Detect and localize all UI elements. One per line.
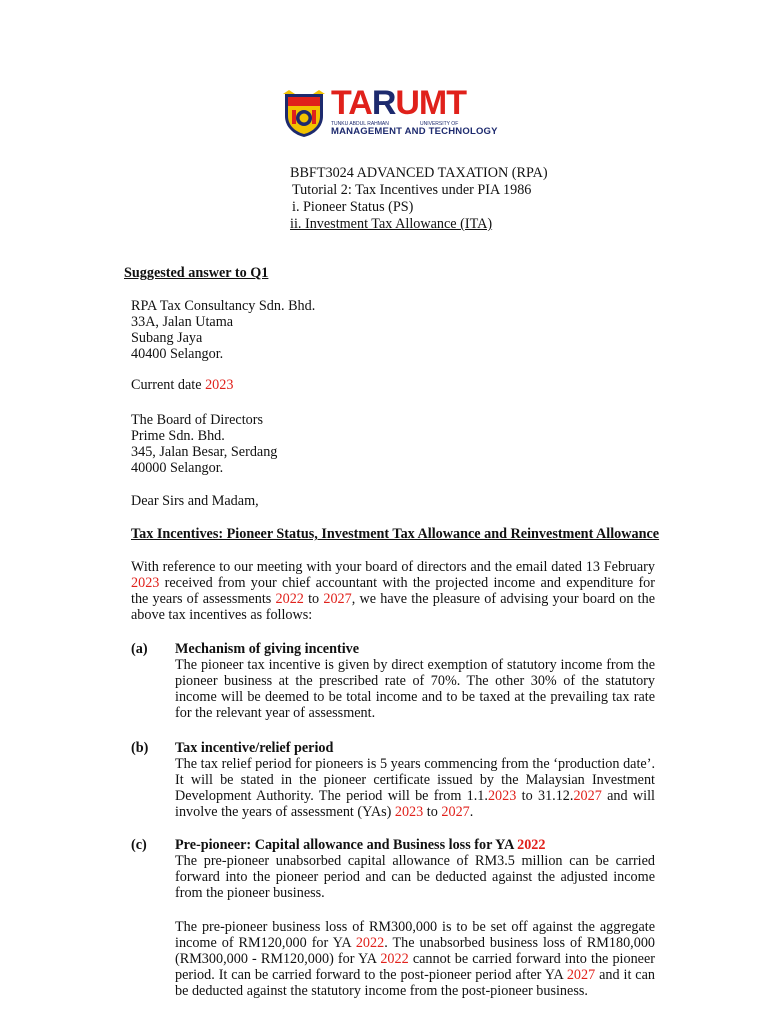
logo-subtitle: MANAGEMENT AND TECHNOLOGY [331, 126, 498, 137]
section-b-label: (b) [131, 740, 149, 756]
section-a-label: (a) [131, 641, 148, 657]
logo-tagline-left: TUNKU ABDUL RAHMAN [331, 121, 389, 127]
university-logo [283, 84, 515, 140]
recipient-line: The Board of Directors [131, 412, 263, 428]
header-item-ii: ii. Investment Tax Allowance (ITA) [290, 216, 493, 232]
section-a-body: The pioneer tax incentive is given by direct exemption of statutory income from the pioneer business at the prescribed rate of 70%. The other 30% of the statutory income will be deemed to be total income and to be taxed at the prevailing tax rate for the relevant year of assessment. [175, 657, 655, 721]
answer-title: Suggested answer to Q1 [124, 265, 269, 281]
recipient-line: 345, Jalan Besar, Serdang [131, 444, 278, 460]
section-a-title: Mechanism of giving incentive [175, 641, 360, 657]
salutation: Dear Sirs and Madam, [131, 493, 259, 509]
crest-icon [283, 90, 325, 138]
letter-subject: Tax Incentives: Pioneer Status, Investment Tax Allowance and Reinvestment Allowance [131, 526, 660, 542]
sender-line: Subang Jaya [131, 330, 203, 346]
section-c-title: Pre-pioneer: Capital allowance and Business loss for YA 2022 [175, 837, 546, 853]
header-item-i: i. Pioneer Status (PS) [292, 199, 414, 215]
course-title: BBFT3024 ADVANCED TAXATION (RPA) [290, 165, 548, 181]
brand-wordmark: TARUMT [331, 84, 467, 122]
section-c-label: (c) [131, 837, 147, 853]
tutorial-title: Tutorial 2: Tax Incentives under PIA 1986 [292, 182, 532, 198]
sender-line: 40400 Selangor. [131, 346, 224, 362]
recipient-line: 40000 Selangor. [131, 460, 224, 476]
sender-line: 33A, Jalan Utama [131, 314, 234, 330]
section-c-paragraph-1: The pre-pioneer unabsorbed capital allowance of RM3.5 million can be carried forward into the pioneer period and can be deducted against the adjusted income from the pioneer business. [175, 853, 655, 901]
sender-line: RPA Tax Consultancy Sdn. Bhd. [131, 298, 316, 314]
section-b-body: The tax relief period for pioneers is 5 years commencing from the ‘production date’. It will be stated in the pioneer certificate issued by the Malaysian Investment Development Authority. The period will be from 1.1.2023 to 31.12.2027 and will involve the years of assessment (YAs) 2023 to 2027. [175, 756, 655, 820]
section-c-paragraph-2: The pre-pioneer business loss of RM300,000 is to be set off against the aggregate income of RM120,000 for YA 2022. The unabsorbed business loss of RM180,000 (RM300,000 - RM120,000) for YA 2022 cannot be carried forward into the pioneer period. It can be carried forward to the post-pioneer period after YA 2027 and it can be deducted against the statutory income from the post-pioneer business. [175, 919, 656, 999]
recipient-line: Prime Sdn. Bhd. [131, 428, 225, 444]
current-date: Current date 2023 [131, 377, 234, 393]
intro-paragraph: With reference to our meeting with your board of directors and the email dated 13 February 2023 received from your chief accountant with the projected income and expenditure for the years of assessments 2022 to 2027, we have the pleasure of advising your board on the above tax incentives as follows: [131, 559, 656, 623]
logo-tagline-right: UNIVERSITY OF [420, 121, 459, 127]
section-b-title: Tax incentive/relief period [175, 740, 334, 756]
